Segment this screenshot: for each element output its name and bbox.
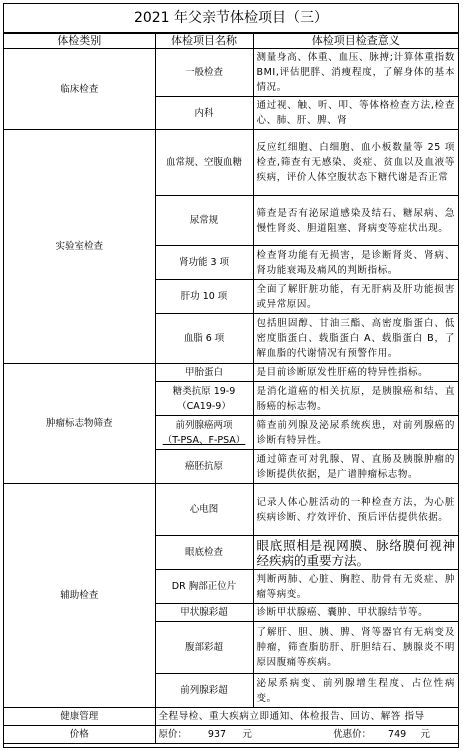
discount-price-label: 优惠价： xyxy=(333,729,372,740)
discount-price-value: 749 xyxy=(388,729,407,740)
header-item: 体检项目名称 xyxy=(155,34,253,49)
category-cell: 实验室检查 xyxy=(4,130,155,364)
header-category: 体检类别 xyxy=(4,34,155,49)
desc-cell: 记录人体心脏活动的一种检查方法，为心脏疾病诊断、疗效评价、预后评估提供依据。 xyxy=(253,484,458,536)
desc-cell: 通过筛查可对乳腺、胃、直肠及胰腺肿瘤的诊断提供依据，是广谱肿瘤标志物。 xyxy=(253,450,458,484)
desc-cell: 是消化道癌的相关抗原，是胰腺癌和结、直肠癌的标志物。 xyxy=(253,382,458,416)
price-cell xyxy=(155,726,458,744)
original-price-label: 原价： xyxy=(158,729,188,740)
category-cell: 临床检查 xyxy=(4,49,155,130)
desc-cell: 筛查前列腺及泌尿系统疾患，对前列腺癌的诊断有特异性。 xyxy=(253,416,458,450)
table-row xyxy=(4,364,458,382)
desc-cell: 诊断甲状腺癌、囊肿、甲状腺结节等。 xyxy=(253,604,458,622)
item-cell xyxy=(155,416,253,450)
desc-cell: 通过视、触、听、叩、等体格检查方法,检查心、肺、肝、脾、肾 xyxy=(253,97,458,130)
item-line: 前列腺癌两项 xyxy=(175,419,233,431)
table-row xyxy=(4,49,458,97)
item-cell: 血常规、空腹血糖 xyxy=(155,130,253,196)
item-cell: 前列腺彩超 xyxy=(155,674,253,708)
item-cell: 肝功 10 项 xyxy=(155,280,253,314)
item-cell: 尿常规 xyxy=(155,196,253,246)
table-row xyxy=(4,484,458,536)
price-unit: 元 xyxy=(420,729,430,740)
header-meaning: 体检项目检查意义 xyxy=(253,34,458,49)
desc-cell: 泌尿系病变、前列腺增生程度、占位性病变。 xyxy=(253,674,458,708)
item-cell: DR 胸部正位片 xyxy=(155,570,253,604)
item-cell xyxy=(155,382,253,416)
price-unit: 元 xyxy=(242,729,252,740)
desc-cell: 眼底照相是视网膜、脉络膜何视神经疾病的重要方法。 xyxy=(253,536,458,570)
item-cell: 腹部彩超 xyxy=(155,622,253,674)
category-cell: 肿瘤标志物筛查 xyxy=(4,364,155,484)
item-cell: 血脂 6 项 xyxy=(155,314,253,364)
management-desc: 全程导检、重大疾病立即通知、体检报告、回访、解答 指导 xyxy=(155,708,458,726)
item-line: 糖类抗原 19-9 xyxy=(172,385,236,397)
item-cell: 甲状腺彩超 xyxy=(155,604,253,622)
page-title: 2021 年父亲节体检项目（三） xyxy=(4,4,458,33)
price-label: 价格 xyxy=(4,726,155,744)
desc-cell: 包括胆固醇、甘油三酯、高密度脂蛋白、低密度脂蛋白、载脂蛋白 A、载脂蛋白 B，了解血脂的代谢情况有预警作用。 xyxy=(253,314,458,364)
checkup-table xyxy=(4,33,458,744)
desc-cell: 反应红细胞、白细胞、血小板数量等 25 项检查,筛查有无感染、炎症、贫血以及血液等疾病，评价人体空腹状态下糖代谢是否正常 xyxy=(253,130,458,196)
category-cell: 辅助检查 xyxy=(4,484,155,708)
item-cell: 一般检查 xyxy=(155,49,253,97)
item-cell: 肾功能 3 项 xyxy=(155,246,253,280)
management-row xyxy=(4,708,458,726)
desc-cell: 筛查是否有泌尿道感染及结石、糖尿病、急慢性肾炎、胆道阻塞、肾病变等症状出现。 xyxy=(253,196,458,246)
desc-cell: 测量身高、体重、血压、脉搏;计算体重指数 BMI,评估肥胖、消瘦程度，了解身体的基本情况。 xyxy=(253,49,458,97)
table-row xyxy=(4,130,458,196)
desc-cell: 了解肝、胆、胰、脾、肾等器官有无病变及肿瘤，筛查脂肪肝、肝胆结石、胰腺炎不明原因腹痛等疾病。 xyxy=(253,622,458,674)
price-row xyxy=(4,726,458,744)
desc-cell: 检查肾功能有无损害，是诊断肾炎、肾病、肾功能衰竭及痛风的判断指标。 xyxy=(253,246,458,280)
item-cell: 眼底检查 xyxy=(155,536,253,570)
item-cell: 心电图 xyxy=(155,484,253,536)
item-cell: 甲胎蛋白 xyxy=(155,364,253,382)
item-line: （T-PSA、F-PSA） xyxy=(162,434,246,446)
management-label: 健康管理 xyxy=(4,708,155,726)
desc-cell: 判断两肺、心脏、胸腔、肋骨有无炎症、肿瘤等病变。 xyxy=(253,570,458,604)
desc-cell: 是目前诊断原发性肝癌的特异性指标。 xyxy=(253,364,458,382)
original-price-value: 937 xyxy=(207,729,227,740)
item-cell: 内科 xyxy=(155,97,253,130)
table-header-row xyxy=(4,34,458,49)
checkup-sheet xyxy=(3,3,459,748)
item-cell: 癌胚抗原 xyxy=(155,450,253,484)
item-line: （CA19-9） xyxy=(177,400,231,412)
desc-cell: 全面了解肝脏功能，有无肝病及肝功能损害或异常原因。 xyxy=(253,280,458,314)
